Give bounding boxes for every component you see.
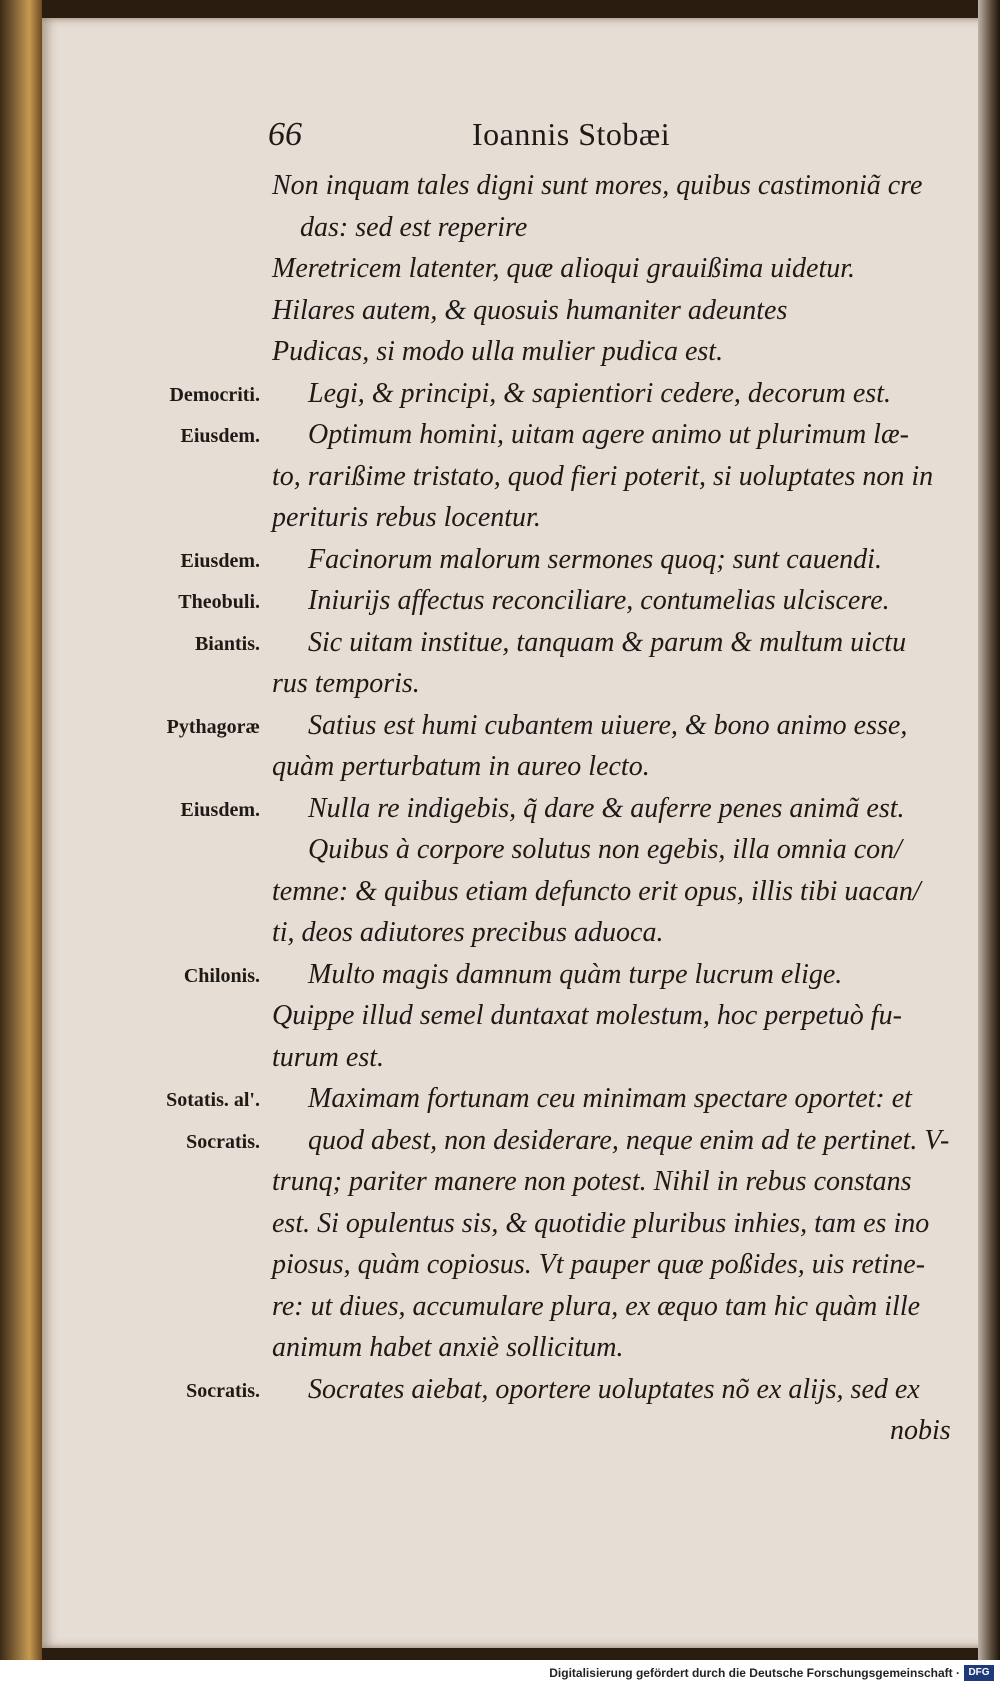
marginal-attribution: Eiusdem.: [180, 549, 260, 572]
text-line: ti, deos adiutores precibus aduoca.: [272, 917, 664, 948]
text-line: re: ut diues, accumulare plura, ex æquo tam hic quàm ille: [272, 1290, 921, 1322]
text-line: quàm perturbatum in aureo lecto.: [272, 751, 650, 782]
marginal-attribution: Eiusdem.: [180, 798, 260, 821]
text-line: Non inquam tales digni sunt mores, quibus castimoniã cre: [272, 170, 923, 201]
page-number: 66: [268, 116, 302, 153]
text-row: [0, 581, 1000, 623]
text-row: [0, 830, 1000, 872]
text-row: [0, 747, 1000, 789]
text-row: [0, 955, 1000, 997]
text-line: Hilares autem, & quosuis humaniter adeuntes: [272, 294, 788, 326]
page-header: [0, 116, 1000, 160]
text-line: Meretricem latenter, quæ alioqui grauißima uidetur.: [272, 253, 856, 284]
marginal-attribution: Sotatis. al'.: [166, 1089, 260, 1111]
text-line: temne: & quibus etiam defuncto erit opus, illis tibi uacan/: [272, 875, 921, 907]
text-row: [0, 789, 1000, 831]
marginal-attribution: Pythagoræ: [166, 715, 260, 738]
text-row: [0, 1162, 1000, 1204]
marginal-attribution: Theobuli.: [178, 591, 260, 613]
running-title: Ioannis Stobæi: [472, 116, 671, 152]
text-row: [0, 415, 1000, 457]
marginal-attribution: Eiusdem.: [180, 425, 260, 447]
text-row: [0, 1038, 1000, 1080]
text-row: [0, 332, 1000, 374]
text-row: [0, 1121, 1000, 1163]
text-line: Satius est humi cubantem uiuere, & bono animo esse,: [308, 709, 908, 741]
marginal-attribution: Democriti.: [169, 383, 260, 406]
text-line: turum est.: [272, 1041, 384, 1073]
text-row: [0, 374, 1000, 416]
text-line: nobis: [890, 1415, 951, 1446]
text-line: Nulla re indigebis, q̃ dare & auferre penes animã est.: [308, 792, 905, 824]
text-line: Pudicas, si modo ulla mulier pudica est.: [272, 336, 724, 367]
text-row: [0, 706, 1000, 748]
text-line: to, rarißime tristato, quod fieri poterit, si uoluptates non in: [272, 460, 934, 492]
text-line: Iniurijs affectus reconciliare, contumelias ulciscere.: [308, 585, 890, 616]
text-row: [0, 208, 1000, 250]
text-row: [0, 1411, 1000, 1453]
marginal-attribution: Socratis.: [186, 1379, 260, 1402]
text-line: Socrates aiebat, oportere uoluptates nõ ex alijs, sed ex: [308, 1373, 920, 1405]
text-row: [0, 457, 1000, 499]
footer-credit: Digitalisierung gefördert durch die Deutsche Forschungsgemeinschaft ·: [549, 1666, 960, 1680]
text-row: [0, 498, 1000, 540]
text-line: piosus, quàm copiosus. Vt pauper quæ poßides, uis retine-: [272, 1249, 926, 1280]
text-line: trunq; pariter manere non potest. Nihil in rebus constans: [272, 1166, 912, 1197]
text-line: est. Si opulentus sis, & quotidie pluribus inhies, tam es ino: [272, 1207, 930, 1239]
marginal-attribution: Socratis.: [186, 1130, 260, 1153]
text-row: [0, 166, 1000, 208]
text-line: Quibus à corpore solutus non egebis, illa omnia con/: [308, 834, 902, 865]
text-row: [0, 664, 1000, 706]
text-row: [0, 1204, 1000, 1246]
text-row: [0, 1287, 1000, 1329]
dfg-logo-icon: DFG: [964, 1665, 994, 1681]
text-row: [0, 623, 1000, 665]
text-row: [0, 872, 1000, 914]
marginal-attribution: Biantis.: [194, 632, 260, 655]
text-row: [0, 249, 1000, 291]
text-row: [0, 1079, 1000, 1121]
text-line: Facinorum malorum sermones quoq; sunt cauendi.: [308, 543, 882, 575]
text-row: [0, 540, 1000, 582]
text-row: [0, 996, 1000, 1038]
marginal-attribution: Chilonis.: [183, 964, 260, 987]
text-row: [0, 913, 1000, 955]
text-line: Legi, & principi, & sapientiori cedere, decorum est.: [308, 377, 891, 409]
text-line: Quippe illud semel duntaxat molestum, hoc perpetuò fu-: [272, 1000, 902, 1031]
text-row: [0, 1328, 1000, 1370]
text-line: animum habet anxiè sollicitum.: [272, 1332, 624, 1363]
text-line: rus temporis.: [272, 668, 420, 699]
text-row: [0, 1245, 1000, 1287]
text-line: perituris rebus locentur.: [272, 502, 541, 533]
text-line: Optimum homini, uitam agere animo ut plurimum læ-: [308, 419, 909, 450]
text-line: Maximam fortunam ceu minimam spectare oportet: et: [308, 1083, 912, 1114]
footer-bar: [0, 1660, 1000, 1688]
text-row: [0, 1370, 1000, 1412]
text-line: Multo magis damnum quàm turpe lucrum elige.: [308, 958, 843, 990]
text-row: [0, 291, 1000, 333]
text-line: das: sed est reperire: [300, 211, 528, 243]
text-line: quod abest, non desiderare, neque enim ad te pertinet. V-: [308, 1124, 950, 1156]
text-line: Sic uitam institue, tanquam & parum & multum uictu: [308, 626, 907, 658]
